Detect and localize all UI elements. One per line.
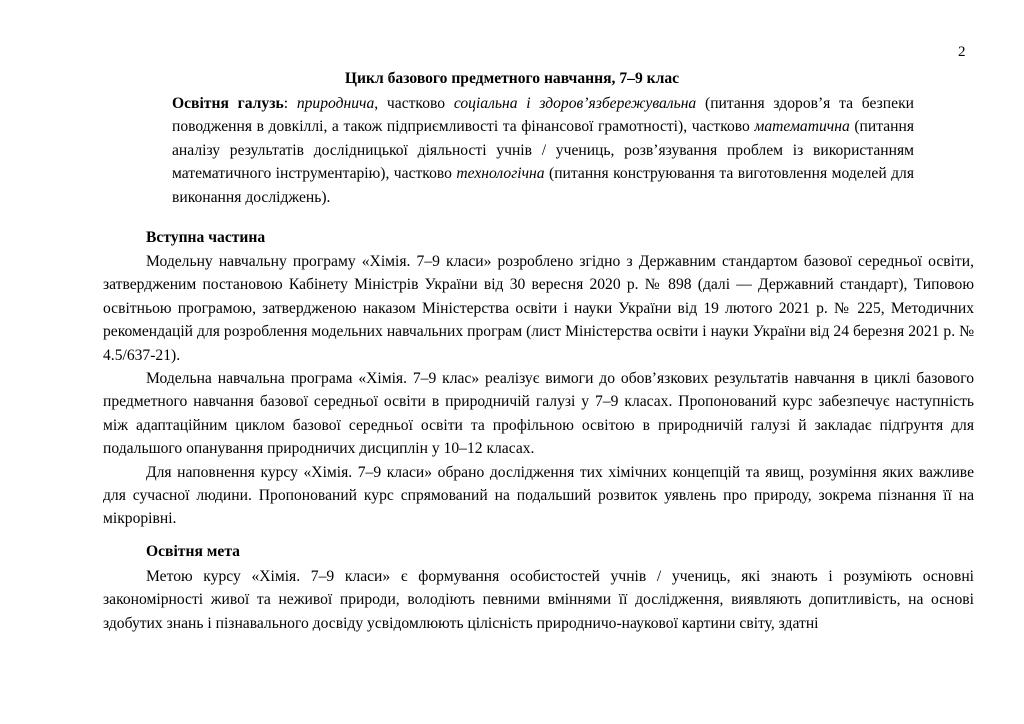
goal-section-title: Освітня мета: [146, 543, 240, 560]
intro-section-body: [103, 250, 974, 531]
area-text-3: (питання аналізу результатів дослідницької діяльності учнів / учениць, розв’язування проблем із використанням математичного інструментарію), частково: [172, 118, 915, 183]
intro-paragraph: Модельну навчальну програму «Хімія. 7–9 класи» розроблено згідно з Державним стандартом базової середньої освіти, затвердженим постановою Кабінету Міністрів України від 30 вересня 2020 р. № 898 (далі — Державний стандарт), Типовою освітньою програмою, затвердженою наказом Міністерства освіти і науки України від 19 лютого 2021 р. № 225, Методичних рекомендацій для розроблення модельних навчальних програм (лист Міністерства освіти і науки України від 24 березня 2021 р. № 4.5/637-21).: [103, 253, 974, 364]
intro-section-title: Вступна частина: [146, 229, 266, 246]
area-text-4: (питання конструювання та виготовлення моделей для виконання досліджень).: [172, 165, 915, 206]
area-social: соціальна і здоров’язбережувальна: [453, 95, 697, 112]
educational-area-label: Освітня галузь: [172, 95, 284, 112]
area-sep: :: [283, 95, 297, 112]
page-title: Цикл базового предметного навчання, 7–9 клас: [344, 70, 680, 87]
area-tech: технологічна: [456, 165, 545, 183]
intro-paragraph: Модельна навчальна програма «Хімія. 7–9 клас» реалізує вимоги до обов’язкових результатів навчання в циклі базового предметного навчання базової середньої освіти в природничій галузі у 7–9 класах. Пропонований курс забезпечує наступність між адаптаційним циклом базової середньої освіти та профільною освітою в природничій галузі й закладає підґрунтя для подальшого опанування природничих дисциплін у 10–12 класах.: [103, 370, 974, 458]
goal-section-body: [103, 565, 974, 635]
goal-paragraph: Метою курсу «Хімія. 7–9 класи» є формування особистостей учнів / учениць, які знають і розуміють основні закономірності живої та неживої природи, володіють певними вміннями її дослідження, виявляють допитливість, на основі здобутих знань і пізнавального досвіду усвідомлюють цілісність природничо-наукової картини світу, здатні: [103, 568, 974, 632]
area-natural: природнича: [296, 95, 375, 112]
area-text-1: , частково: [374, 95, 454, 112]
educational-area-paragraph: [172, 92, 914, 209]
page-number: 2: [958, 44, 966, 60]
area-text-2: (питання здоров’я та безпеки поводження в довкіллі, а також підприємливості та фінансової грамотності), частково: [172, 95, 914, 136]
intro-paragraph: Для наповнення курсу «Хімія. 7–9 класи» обрано дослідження тих хімічних концепцій та явищ, розуміння яких важливе для сучасної людини. Пропонований курс спрямований на подальший розвиток уявлень про природу, зокрема пізнання її на мікрорівні.: [103, 463, 974, 528]
area-math: математична: [754, 118, 850, 136]
